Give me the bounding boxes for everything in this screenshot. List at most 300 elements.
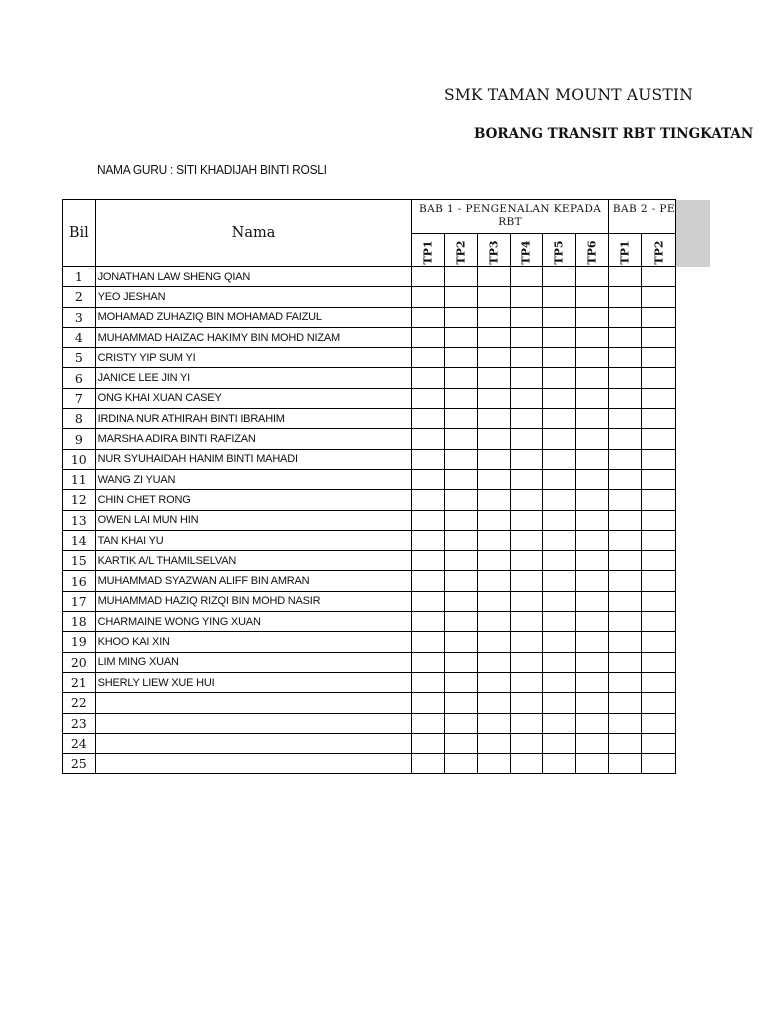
- student-table: [62, 199, 676, 774]
- row-number: 9: [63, 429, 96, 449]
- row-number: 14: [63, 530, 96, 550]
- score-cell[interactable]: [412, 429, 445, 449]
- score-cell[interactable]: [510, 693, 543, 713]
- score-cell[interactable]: [510, 672, 543, 692]
- score-cell[interactable]: [445, 429, 478, 449]
- score-cell[interactable]: [477, 287, 510, 307]
- student-rows: [63, 267, 676, 774]
- score-cell[interactable]: [608, 612, 642, 632]
- table-row: [63, 510, 676, 530]
- score-cell[interactable]: [445, 307, 478, 327]
- score-cell[interactable]: [576, 327, 609, 347]
- tp-label: TP6: [585, 239, 599, 265]
- score-cell[interactable]: [576, 652, 609, 672]
- student-name: CRISTY YIP SUM YI: [95, 348, 412, 368]
- score-cell[interactable]: [412, 733, 445, 753]
- score-cell[interactable]: [477, 551, 510, 571]
- score-cell[interactable]: [576, 490, 609, 510]
- tp-header-4: [510, 234, 543, 267]
- score-cell[interactable]: [510, 429, 543, 449]
- score-cell[interactable]: [642, 409, 676, 429]
- score-cell[interactable]: [608, 551, 642, 571]
- score-cell[interactable]: [576, 388, 609, 408]
- score-cell[interactable]: [576, 632, 609, 652]
- score-cell[interactable]: [412, 409, 445, 429]
- score-cell[interactable]: [445, 510, 478, 530]
- score-cell[interactable]: [642, 307, 676, 327]
- student-name: TAN KHAI YU: [95, 530, 412, 550]
- score-cell[interactable]: [412, 672, 445, 692]
- score-cell[interactable]: [576, 672, 609, 692]
- row-number: 21: [63, 672, 96, 692]
- student-name: IRDINA NUR ATHIRAH BINTI IBRAHIM: [95, 409, 412, 429]
- table-row: [63, 713, 676, 733]
- score-cell[interactable]: [412, 551, 445, 571]
- score-cell[interactable]: [510, 571, 543, 591]
- score-cell[interactable]: [642, 571, 676, 591]
- teacher-name: NAMA GURU : SITI KHADIJAH BINTI ROSLI: [97, 162, 327, 177]
- form-title: BORANG TRANSIT RBT TINGKATAN: [474, 126, 754, 142]
- score-cell[interactable]: [445, 612, 478, 632]
- tp-header-5: [543, 234, 576, 267]
- score-cell[interactable]: [642, 490, 676, 510]
- score-cell[interactable]: [510, 287, 543, 307]
- score-cell[interactable]: [543, 693, 576, 713]
- table-row: [63, 409, 676, 429]
- score-cell[interactable]: [412, 287, 445, 307]
- score-cell[interactable]: [510, 449, 543, 469]
- table-row: [63, 612, 676, 632]
- row-number: 18: [63, 612, 96, 632]
- score-cell[interactable]: [608, 510, 642, 530]
- score-cell[interactable]: [543, 449, 576, 469]
- score-cell[interactable]: [445, 591, 478, 611]
- score-cell[interactable]: [477, 672, 510, 692]
- score-cell[interactable]: [477, 612, 510, 632]
- score-cell[interactable]: [477, 571, 510, 591]
- tp-label: TP2: [652, 239, 666, 265]
- score-cell[interactable]: [608, 327, 642, 347]
- score-cell[interactable]: [543, 652, 576, 672]
- table-row: [63, 530, 676, 550]
- tp-label: TP5: [552, 239, 566, 265]
- table-row: [63, 368, 676, 388]
- score-cell[interactable]: [510, 530, 543, 550]
- header-nama: Nama: [95, 200, 412, 267]
- student-name: [95, 733, 412, 753]
- score-cell[interactable]: [543, 530, 576, 550]
- table-row: [63, 652, 676, 672]
- score-cell[interactable]: [445, 287, 478, 307]
- header-bil: Bil: [63, 200, 96, 267]
- score-cell[interactable]: [642, 591, 676, 611]
- score-cell[interactable]: [608, 733, 642, 753]
- score-cell[interactable]: [477, 267, 510, 287]
- student-name: MARSHA ADIRA BINTI RAFIZAN: [95, 429, 412, 449]
- student-name: NUR SYUHAIDAH HANIM BINTI MAHADI: [95, 449, 412, 469]
- row-number: 10: [63, 449, 96, 469]
- header-shaded-block: [676, 200, 710, 267]
- student-name: [95, 713, 412, 733]
- score-cell[interactable]: [543, 733, 576, 753]
- score-cell[interactable]: [445, 348, 478, 368]
- score-cell[interactable]: [608, 368, 642, 388]
- score-cell[interactable]: [608, 652, 642, 672]
- score-cell[interactable]: [477, 713, 510, 733]
- student-name: LIM MING XUAN: [95, 652, 412, 672]
- student-name: CHIN CHET RONG: [95, 490, 412, 510]
- score-cell[interactable]: [608, 693, 642, 713]
- score-cell[interactable]: [510, 551, 543, 571]
- score-cell[interactable]: [445, 693, 478, 713]
- score-cell[interactable]: [477, 409, 510, 429]
- score-cell[interactable]: [608, 672, 642, 692]
- score-cell[interactable]: [445, 469, 478, 489]
- score-cell[interactable]: [642, 612, 676, 632]
- score-cell[interactable]: [642, 530, 676, 550]
- score-cell[interactable]: [576, 469, 609, 489]
- score-cell[interactable]: [445, 409, 478, 429]
- score-cell[interactable]: [608, 409, 642, 429]
- score-cell[interactable]: [543, 754, 576, 774]
- row-number: 8: [63, 409, 96, 429]
- score-cell[interactable]: [510, 612, 543, 632]
- tp-header-6: [576, 234, 609, 267]
- score-cell[interactable]: [445, 490, 478, 510]
- score-cell[interactable]: [543, 591, 576, 611]
- score-cell[interactable]: [477, 530, 510, 550]
- score-cell[interactable]: [576, 693, 609, 713]
- score-cell[interactable]: [576, 754, 609, 774]
- score-cell[interactable]: [576, 409, 609, 429]
- student-name: MUHAMMAD HAIZAC HAKIMY BIN MOHD NIZAM: [95, 327, 412, 347]
- score-cell[interactable]: [510, 469, 543, 489]
- student-name: OWEN LAI MUN HIN: [95, 510, 412, 530]
- score-cell[interactable]: [445, 713, 478, 733]
- score-cell[interactable]: [477, 307, 510, 327]
- score-cell[interactable]: [543, 632, 576, 652]
- score-cell[interactable]: [477, 652, 510, 672]
- score-cell[interactable]: [477, 490, 510, 510]
- score-cell[interactable]: [543, 409, 576, 429]
- table-row: [63, 348, 676, 368]
- score-cell[interactable]: [543, 307, 576, 327]
- score-cell[interactable]: [412, 327, 445, 347]
- student-name: MUHAMMAD HAZIQ RIZQI BIN MOHD NASIR: [95, 591, 412, 611]
- score-cell[interactable]: [543, 388, 576, 408]
- table-row: [63, 754, 676, 774]
- tp-header-1: [412, 234, 445, 267]
- score-cell[interactable]: [608, 754, 642, 774]
- score-cell[interactable]: [412, 530, 445, 550]
- score-cell[interactable]: [543, 429, 576, 449]
- row-number: 17: [63, 591, 96, 611]
- score-cell[interactable]: [543, 713, 576, 733]
- score-cell[interactable]: [642, 327, 676, 347]
- score-cell[interactable]: [477, 429, 510, 449]
- score-cell[interactable]: [642, 632, 676, 652]
- table-row: [63, 571, 676, 591]
- student-name: WANG ZI YUAN: [95, 469, 412, 489]
- row-number: 5: [63, 348, 96, 368]
- score-cell[interactable]: [510, 348, 543, 368]
- score-cell[interactable]: [543, 368, 576, 388]
- tp-label: TP3: [487, 239, 501, 265]
- score-cell[interactable]: [510, 327, 543, 347]
- score-cell[interactable]: [412, 571, 445, 591]
- score-cell[interactable]: [576, 612, 609, 632]
- table-row: [63, 307, 676, 327]
- row-number: 22: [63, 693, 96, 713]
- tp-label: TP2: [454, 239, 468, 265]
- score-cell[interactable]: [445, 368, 478, 388]
- score-cell[interactable]: [543, 490, 576, 510]
- score-cell[interactable]: [445, 672, 478, 692]
- score-cell[interactable]: [642, 267, 676, 287]
- score-cell[interactable]: [445, 388, 478, 408]
- score-cell[interactable]: [412, 693, 445, 713]
- tp-header-3: [477, 234, 510, 267]
- student-name: KARTIK A/L THAMILSELVAN: [95, 551, 412, 571]
- student-name: [95, 754, 412, 774]
- table-row: [63, 733, 676, 753]
- score-cell[interactable]: [477, 632, 510, 652]
- score-cell[interactable]: [576, 510, 609, 530]
- score-cell[interactable]: [445, 754, 478, 774]
- score-cell[interactable]: [412, 267, 445, 287]
- student-name: YEO JESHAN: [95, 287, 412, 307]
- score-cell[interactable]: [608, 469, 642, 489]
- score-cell[interactable]: [642, 733, 676, 753]
- score-cell[interactable]: [576, 733, 609, 753]
- score-cell[interactable]: [412, 713, 445, 733]
- score-cell[interactable]: [445, 571, 478, 591]
- score-cell[interactable]: [412, 591, 445, 611]
- score-cell[interactable]: [510, 388, 543, 408]
- score-cell[interactable]: [608, 591, 642, 611]
- score-cell[interactable]: [412, 510, 445, 530]
- student-name: [95, 693, 412, 713]
- table-row: [63, 327, 676, 347]
- score-cell[interactable]: [642, 348, 676, 368]
- score-cell[interactable]: [642, 693, 676, 713]
- score-cell[interactable]: [642, 429, 676, 449]
- score-cell[interactable]: [642, 551, 676, 571]
- student-name: CHARMAINE WONG YING XUAN: [95, 612, 412, 632]
- score-cell[interactable]: [543, 571, 576, 591]
- score-cell[interactable]: [510, 591, 543, 611]
- score-cell[interactable]: [510, 409, 543, 429]
- score-cell[interactable]: [642, 469, 676, 489]
- row-number: 7: [63, 388, 96, 408]
- score-cell[interactable]: [445, 652, 478, 672]
- score-cell[interactable]: [412, 348, 445, 368]
- score-cell[interactable]: [445, 632, 478, 652]
- score-cell[interactable]: [477, 348, 510, 368]
- score-cell[interactable]: [477, 368, 510, 388]
- score-cell[interactable]: [608, 571, 642, 591]
- score-cell[interactable]: [412, 632, 445, 652]
- row-number: 6: [63, 368, 96, 388]
- score-cell[interactable]: [412, 490, 445, 510]
- score-cell[interactable]: [510, 733, 543, 753]
- score-cell[interactable]: [576, 713, 609, 733]
- table-row: [63, 388, 676, 408]
- score-cell[interactable]: [576, 551, 609, 571]
- score-cell[interactable]: [576, 449, 609, 469]
- student-name: KHOO KAI XIN: [95, 632, 412, 652]
- score-cell[interactable]: [543, 510, 576, 530]
- row-number: 25: [63, 754, 96, 774]
- score-cell[interactable]: [477, 388, 510, 408]
- score-cell[interactable]: [608, 449, 642, 469]
- score-cell[interactable]: [477, 733, 510, 753]
- score-cell[interactable]: [510, 490, 543, 510]
- row-number: 23: [63, 713, 96, 733]
- score-cell[interactable]: [576, 429, 609, 449]
- row-number: 4: [63, 327, 96, 347]
- table-row: [63, 490, 676, 510]
- tp-label: TP1: [421, 239, 435, 265]
- score-cell[interactable]: [642, 368, 676, 388]
- tp-header-2: [445, 234, 478, 267]
- row-number: 1: [63, 267, 96, 287]
- score-cell[interactable]: [412, 469, 445, 489]
- score-cell[interactable]: [576, 530, 609, 550]
- tp-label: TP1: [618, 239, 632, 265]
- score-cell[interactable]: [510, 632, 543, 652]
- score-cell[interactable]: [576, 287, 609, 307]
- score-cell[interactable]: [445, 530, 478, 550]
- score-cell[interactable]: [642, 672, 676, 692]
- table-row: [63, 632, 676, 652]
- score-cell[interactable]: [543, 672, 576, 692]
- row-number: 2: [63, 287, 96, 307]
- table-row: [63, 267, 676, 287]
- score-cell[interactable]: [543, 327, 576, 347]
- tp-header-8: [642, 234, 676, 267]
- row-number: 11: [63, 469, 96, 489]
- score-cell[interactable]: [510, 368, 543, 388]
- score-cell[interactable]: [642, 652, 676, 672]
- score-cell[interactable]: [412, 652, 445, 672]
- score-cell[interactable]: [412, 368, 445, 388]
- student-name: JONATHAN LAW SHENG QIAN: [95, 267, 412, 287]
- row-number: 20: [63, 652, 96, 672]
- score-cell[interactable]: [477, 510, 510, 530]
- score-cell[interactable]: [445, 449, 478, 469]
- score-cell[interactable]: [510, 754, 543, 774]
- student-name: MUHAMMAD SYAZWAN ALIFF BIN AMRAN: [95, 571, 412, 591]
- score-cell[interactable]: [608, 307, 642, 327]
- score-cell[interactable]: [445, 267, 478, 287]
- score-cell[interactable]: [608, 530, 642, 550]
- tp-header-7: [608, 234, 642, 267]
- row-number: 16: [63, 571, 96, 591]
- score-cell[interactable]: [543, 348, 576, 368]
- score-cell[interactable]: [642, 287, 676, 307]
- score-cell[interactable]: [576, 348, 609, 368]
- score-cell[interactable]: [642, 510, 676, 530]
- score-cell[interactable]: [510, 510, 543, 530]
- score-cell[interactable]: [477, 469, 510, 489]
- table-row: [63, 469, 676, 489]
- score-cell[interactable]: [543, 612, 576, 632]
- score-cell[interactable]: [642, 449, 676, 469]
- student-name: MOHAMAD ZUHAZIQ BIN MOHAMAD FAIZUL: [95, 307, 412, 327]
- score-cell[interactable]: [412, 307, 445, 327]
- score-cell[interactable]: [576, 591, 609, 611]
- score-cell[interactable]: [445, 551, 478, 571]
- score-cell[interactable]: [608, 429, 642, 449]
- score-cell[interactable]: [477, 591, 510, 611]
- score-cell[interactable]: [608, 490, 642, 510]
- table-row: [63, 429, 676, 449]
- score-cell[interactable]: [510, 652, 543, 672]
- table-row: [63, 672, 676, 692]
- score-cell[interactable]: [543, 287, 576, 307]
- score-cell[interactable]: [412, 388, 445, 408]
- score-cell[interactable]: [576, 571, 609, 591]
- score-cell[interactable]: [576, 368, 609, 388]
- row-number: 12: [63, 490, 96, 510]
- row-number: 13: [63, 510, 96, 530]
- header-bab1: BAB 1 - PENGENALAN KEPADA RBT: [412, 200, 609, 234]
- score-cell[interactable]: [477, 754, 510, 774]
- score-cell[interactable]: [608, 267, 642, 287]
- score-cell[interactable]: [510, 267, 543, 287]
- table-row: [63, 551, 676, 571]
- score-cell[interactable]: [608, 287, 642, 307]
- header-bab2: BAB 2 - PE: [608, 200, 675, 234]
- table-row: [63, 287, 676, 307]
- score-cell[interactable]: [608, 388, 642, 408]
- student-name: JANICE LEE JIN YI: [95, 368, 412, 388]
- score-cell[interactable]: [608, 713, 642, 733]
- row-number: 15: [63, 551, 96, 571]
- score-cell[interactable]: [608, 632, 642, 652]
- score-cell[interactable]: [477, 693, 510, 713]
- row-number: 24: [63, 733, 96, 753]
- score-cell[interactable]: [412, 612, 445, 632]
- score-cell[interactable]: [642, 713, 676, 733]
- score-cell[interactable]: [543, 551, 576, 571]
- student-name: SHERLY LIEW XUE HUI: [95, 672, 412, 692]
- student-name: ONG KHAI XUAN CASEY: [95, 388, 412, 408]
- score-cell[interactable]: [510, 713, 543, 733]
- score-cell[interactable]: [445, 327, 478, 347]
- table-row: [63, 591, 676, 611]
- score-cell[interactable]: [642, 754, 676, 774]
- score-cell[interactable]: [510, 307, 543, 327]
- score-cell[interactable]: [412, 449, 445, 469]
- score-cell[interactable]: [445, 733, 478, 753]
- school-name: SMK TAMAN MOUNT AUSTIN: [444, 86, 694, 104]
- score-cell[interactable]: [576, 267, 609, 287]
- table-row: [63, 449, 676, 469]
- score-cell[interactable]: [412, 754, 445, 774]
- score-cell[interactable]: [477, 449, 510, 469]
- score-cell[interactable]: [543, 267, 576, 287]
- score-cell[interactable]: [543, 469, 576, 489]
- score-cell[interactable]: [608, 348, 642, 368]
- row-number: 19: [63, 632, 96, 652]
- row-number: 3: [63, 307, 96, 327]
- score-cell[interactable]: [642, 388, 676, 408]
- table-row: [63, 693, 676, 713]
- score-cell[interactable]: [477, 327, 510, 347]
- score-cell[interactable]: [576, 307, 609, 327]
